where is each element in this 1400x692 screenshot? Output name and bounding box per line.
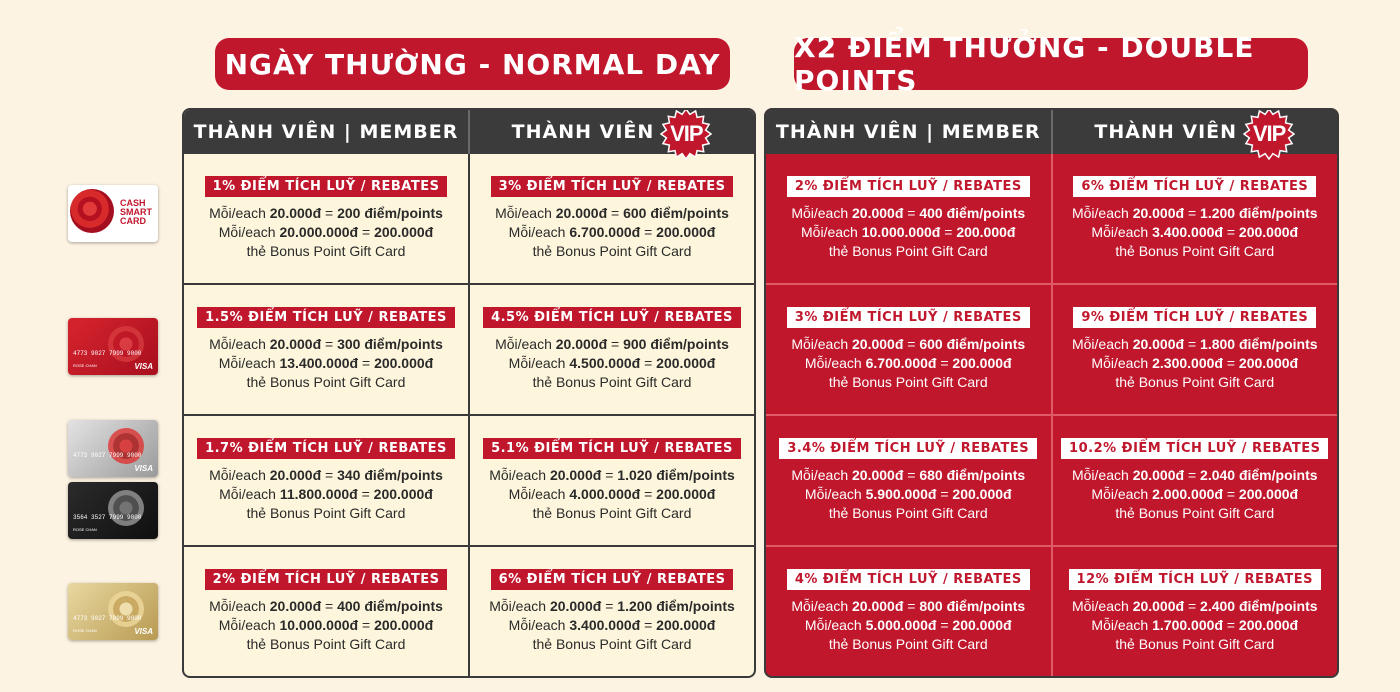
visa-logo: VISA xyxy=(134,464,153,473)
rebate-badge: 3% ĐIỂM TÍCH LUỸ / REBATES xyxy=(787,307,1030,328)
each-label: Mỗi/each xyxy=(1071,467,1133,483)
equals-sign: = xyxy=(903,467,920,483)
spend-amount: 20.000đ xyxy=(852,205,904,221)
each-label: Mỗi/each xyxy=(489,467,550,483)
giftcard-value: 200.000đ xyxy=(374,355,434,371)
giftcard-value: 200.000đ xyxy=(374,224,434,240)
giftcard-value: 200.000đ xyxy=(1238,617,1299,633)
spend-amount: 20.000đ xyxy=(555,205,608,221)
each-label: Mỗi/each xyxy=(791,467,853,483)
equals-sign: = xyxy=(321,336,338,352)
spend-threshold: 2.000.000đ xyxy=(1152,486,1223,502)
equals-sign: = xyxy=(1184,598,1201,614)
giftcard-label: thẻ Bonus Point Gift Card xyxy=(828,243,988,259)
points-line xyxy=(495,335,729,354)
visa-logo: VISA xyxy=(134,627,153,636)
vip-badge-text: VIP xyxy=(670,121,703,146)
each-label: Mỗi/each xyxy=(219,486,280,502)
each-label: Mỗi/each xyxy=(209,598,270,614)
vip-rebate-cell xyxy=(468,547,754,676)
tier-row xyxy=(184,414,754,545)
spend-amount: 20.000đ xyxy=(852,598,904,614)
each-label: Mỗi/each xyxy=(209,467,270,483)
each-label: Mỗi/each xyxy=(508,224,570,240)
each-label: Mỗi/each xyxy=(209,205,270,221)
spend-threshold: 20.000.000đ xyxy=(279,224,359,240)
tier-rows xyxy=(766,154,1337,676)
spend-threshold: 5.900.000đ xyxy=(865,486,937,502)
equals-sign: = xyxy=(607,336,624,352)
member-rebate-cell xyxy=(766,547,1051,676)
rebate-badge: 5.1% ĐIỂM TÍCH LUỸ / REBATES xyxy=(483,438,741,459)
spend-amount: 20.000đ xyxy=(852,467,904,483)
points-amount: 1.200 điểm/points xyxy=(1200,205,1318,221)
spend-amount: 20.000đ xyxy=(269,598,322,614)
rebate-badge: 2% ĐIỂM TÍCH LUỸ / REBATES xyxy=(787,176,1030,197)
equals-sign: = xyxy=(640,486,657,502)
giftcard-line xyxy=(509,616,716,635)
tier-row xyxy=(766,283,1337,414)
card-number: 4773 9027 7999 9000 xyxy=(73,350,142,357)
member-rebate-cell xyxy=(184,547,468,676)
giftcard-label: thẻ Bonus Point Gift Card xyxy=(532,374,692,390)
equals-sign: = xyxy=(607,205,624,221)
equals-sign: = xyxy=(940,224,957,240)
points-line xyxy=(209,335,443,354)
vip-rebate-cell xyxy=(1051,285,1338,414)
equals-sign: = xyxy=(936,355,953,371)
points-line xyxy=(489,466,735,485)
equals-sign: = xyxy=(358,224,375,240)
member-header-label: THÀNH VIÊN | MEMBER xyxy=(775,121,1041,143)
silver-visa-card-image xyxy=(68,420,158,477)
each-label: Mỗi/each xyxy=(1071,205,1133,221)
points-line xyxy=(1072,466,1318,485)
rebate-badge: 6% ĐIỂM TÍCH LUỸ / REBATES xyxy=(1073,176,1316,197)
tier-row xyxy=(184,154,754,283)
card-number: 4773 9027 7999 9000 xyxy=(73,452,142,459)
each-label: Mỗi/each xyxy=(1091,355,1153,371)
normal-day-banner: NGÀY THƯỜNG - NORMAL DAY xyxy=(215,38,730,90)
spend-amount: 20.000đ xyxy=(555,336,608,352)
spend-amount: 20.000đ xyxy=(269,205,322,221)
spend-threshold: 4.500.000đ xyxy=(569,355,641,371)
each-label: Mỗi/each xyxy=(218,355,280,371)
giftcard-label: thẻ Bonus Point Gift Card xyxy=(1115,505,1275,521)
giftcard-label: thẻ Bonus Point Gift Card xyxy=(1115,636,1275,652)
points-amount: 1.800 điểm/points xyxy=(1200,336,1318,352)
tier-row xyxy=(184,545,754,676)
giftcard-line xyxy=(219,616,433,635)
giftcard-label: thẻ Bonus Point Gift Card xyxy=(246,505,406,521)
cash-smart-card-image xyxy=(68,185,158,242)
spend-amount: 20.000đ xyxy=(1132,205,1185,221)
points-amount: 1.020 điểm/points xyxy=(617,467,735,483)
equals-sign: = xyxy=(1184,336,1201,352)
giftcard-label: thẻ Bonus Point Gift Card xyxy=(246,374,406,390)
member-rebate-cell xyxy=(184,416,468,545)
member-column-header xyxy=(184,110,468,154)
equals-sign: = xyxy=(640,224,657,240)
points-amount: 900 điểm/points xyxy=(623,336,729,352)
spend-threshold: 10.000.000đ xyxy=(279,617,359,633)
equals-sign: = xyxy=(936,486,953,502)
equals-sign: = xyxy=(640,355,657,371)
points-line xyxy=(791,335,1025,354)
giftcard-line xyxy=(805,485,1012,504)
vip-header-label: THÀNH VIÊN xyxy=(1094,121,1238,143)
rebate-badge: 9% ĐIỂM TÍCH LUỸ / REBATES xyxy=(1073,307,1316,328)
giftcard-line xyxy=(1091,223,1298,242)
spend-threshold: 3.400.000đ xyxy=(1152,224,1223,240)
each-label: Mỗi/each xyxy=(1071,598,1133,614)
giftcard-label: thẻ Bonus Point Gift Card xyxy=(246,243,406,259)
giftcard-line xyxy=(1091,485,1298,504)
spend-threshold: 6.700.000đ xyxy=(865,355,937,371)
equals-sign: = xyxy=(1222,617,1239,633)
black-jcb-card-image xyxy=(68,482,158,539)
giftcard-value: 200.000đ xyxy=(956,224,1016,240)
rebate-badge: 4% ĐIỂM TÍCH LUỸ / REBATES xyxy=(787,569,1030,590)
tier-rows xyxy=(184,154,754,676)
spend-amount: 20.000đ xyxy=(1132,336,1185,352)
giftcard-line xyxy=(219,223,433,242)
spend-amount: 20.000đ xyxy=(852,336,904,352)
points-amount: 600 điểm/points xyxy=(919,336,1026,352)
points-amount: 300 điểm/points xyxy=(337,336,443,352)
each-label: Mỗi/each xyxy=(791,336,853,352)
each-label: Mỗi/each xyxy=(1091,486,1153,502)
points-amount: 400 điểm/points xyxy=(337,598,443,614)
vip-badge-icon xyxy=(660,108,712,160)
each-label: Mỗi/each xyxy=(508,355,570,371)
giftcard-label: thẻ Bonus Point Gift Card xyxy=(532,636,692,652)
giftcard-value: 200.000đ xyxy=(952,486,1012,502)
giftcard-line xyxy=(1091,354,1298,373)
equals-sign: = xyxy=(357,486,374,502)
giftcard-value: 200.000đ xyxy=(656,355,716,371)
gold-visa-card-image xyxy=(68,583,158,640)
spend-threshold: 6.700.000đ xyxy=(569,224,641,240)
table-header xyxy=(766,110,1337,154)
giftcard-label: thẻ Bonus Point Gift Card xyxy=(1115,374,1275,390)
each-label: Mỗi/each xyxy=(508,617,570,633)
points-amount: 1.200 điểm/points xyxy=(617,598,735,614)
member-rebate-cell xyxy=(766,154,1051,283)
vip-header-label: THÀNH VIÊN xyxy=(511,121,655,143)
member-rebate-cell xyxy=(766,416,1051,545)
points-line xyxy=(1072,597,1318,616)
spend-threshold: 13.400.000đ xyxy=(279,355,359,371)
spend-threshold: 10.000.000đ xyxy=(861,224,941,240)
member-rebate-cell xyxy=(766,285,1051,414)
each-label: Mỗi/each xyxy=(495,336,556,352)
tier-row xyxy=(766,154,1337,283)
each-label: Mỗi/each xyxy=(804,486,866,502)
giftcard-label: thẻ Bonus Point Gift Card xyxy=(828,636,988,652)
vip-rebate-cell xyxy=(468,154,754,283)
each-label: Mỗi/each xyxy=(1071,336,1133,352)
vip-rebate-cell xyxy=(1051,154,1338,283)
spend-threshold: 5.000.000đ xyxy=(865,617,937,633)
spend-threshold: 11.800.000đ xyxy=(279,486,358,502)
each-label: Mỗi/each xyxy=(218,224,280,240)
double-points-table xyxy=(764,108,1339,678)
vip-rebate-cell xyxy=(468,285,754,414)
equals-sign: = xyxy=(321,205,338,221)
points-amount: 2.400 điểm/points xyxy=(1200,598,1318,614)
points-amount: 680 điểm/points xyxy=(919,467,1026,483)
vip-column-header xyxy=(1051,110,1338,154)
tier-row xyxy=(766,414,1337,545)
rebate-badge: 3% ĐIỂM TÍCH LUỸ / REBATES xyxy=(491,176,734,197)
giftcard-value: 200.000đ xyxy=(1238,486,1299,502)
rebate-badge: 1% ĐIỂM TÍCH LUỸ / REBATES xyxy=(205,176,448,197)
equals-sign: = xyxy=(1222,486,1239,502)
giftcard-line xyxy=(219,354,433,373)
points-line xyxy=(1072,335,1318,354)
giftcard-value: 200.000đ xyxy=(656,224,716,240)
vip-column-header xyxy=(468,110,754,154)
giftcard-value: 200.000đ xyxy=(656,617,716,633)
rose-graphic xyxy=(70,189,114,233)
giftcard-label: thẻ Bonus Point Gift Card xyxy=(1115,243,1275,259)
each-label: Mỗi/each xyxy=(804,617,866,633)
equals-sign: = xyxy=(321,467,338,483)
giftcard-label: thẻ Bonus Point Gift Card xyxy=(246,636,406,652)
equals-sign: = xyxy=(1222,355,1239,371)
each-label: Mỗi/each xyxy=(791,205,853,221)
rebate-badge: 4.5% ĐIỂM TÍCH LUỸ / REBATES xyxy=(483,307,741,328)
rebate-badge: 3.4% ĐIỂM TÍCH LUỸ / REBATES xyxy=(779,438,1037,459)
spend-amount: 20.000đ xyxy=(269,467,322,483)
equals-sign: = xyxy=(358,617,375,633)
giftcard-value: 200.000đ xyxy=(952,617,1012,633)
spend-amount: 20.000đ xyxy=(269,336,322,352)
rebate-badge: 10.2% ĐIỂM TÍCH LUỸ / REBATES xyxy=(1061,438,1328,459)
rebate-badge: 1.5% ĐIỂM TÍCH LUỸ / REBATES xyxy=(197,307,455,328)
giftcard-value: 200.000đ xyxy=(656,486,716,502)
equals-sign: = xyxy=(601,467,618,483)
spend-threshold: 4.000.000đ xyxy=(569,486,641,502)
equals-sign: = xyxy=(903,598,920,614)
table-header xyxy=(184,110,754,154)
spend-amount: 20.000đ xyxy=(549,598,602,614)
double-points-banner: X2 ĐIỂM THƯỞNG - DOUBLE POINTS xyxy=(794,38,1308,90)
each-label: Mỗi/each xyxy=(218,617,280,633)
spend-threshold: 2.300.000đ xyxy=(1152,355,1223,371)
points-line xyxy=(791,204,1025,223)
points-line xyxy=(791,597,1025,616)
giftcard-value: 200.000đ xyxy=(1238,355,1299,371)
equals-sign: = xyxy=(640,617,657,633)
card-holder: ROSE CHAN xyxy=(73,363,97,368)
member-rebate-cell xyxy=(184,154,468,283)
spend-amount: 20.000đ xyxy=(549,467,602,483)
giftcard-label: thẻ Bonus Point Gift Card xyxy=(532,505,692,521)
card-number: 4773 9027 7999 9000 xyxy=(73,615,142,622)
each-label: Mỗi/each xyxy=(489,598,550,614)
vip-rebate-cell xyxy=(1051,416,1338,545)
rebate-badge: 1.7% ĐIỂM TÍCH LUỸ / REBATES xyxy=(197,438,455,459)
visa-logo: VISA xyxy=(134,362,153,371)
points-amount: 200 điểm/points xyxy=(337,205,443,221)
equals-sign: = xyxy=(903,205,920,221)
member-header-label: THÀNH VIÊN | MEMBER xyxy=(193,121,459,143)
each-label: Mỗi/each xyxy=(1091,617,1153,633)
giftcard-line xyxy=(805,354,1012,373)
giftcard-label: thẻ Bonus Point Gift Card xyxy=(828,374,988,390)
spend-amount: 20.000đ xyxy=(1132,467,1185,483)
giftcard-line xyxy=(801,223,1015,242)
giftcard-line xyxy=(509,223,716,242)
giftcard-value: 200.000đ xyxy=(374,617,434,633)
giftcard-label: thẻ Bonus Point Gift Card xyxy=(828,505,988,521)
each-label: Mỗi/each xyxy=(801,224,862,240)
spend-threshold: 1.700.000đ xyxy=(1152,617,1223,633)
equals-sign: = xyxy=(1184,467,1201,483)
points-amount: 800 điểm/points xyxy=(919,598,1026,614)
card-holder: ROSE CHAN xyxy=(73,527,97,532)
cash-smart-card-label: CASH SMART CARD xyxy=(120,198,152,226)
normal-day-table xyxy=(182,108,756,678)
giftcard-line xyxy=(805,616,1012,635)
each-label: Mỗi/each xyxy=(495,205,556,221)
each-label: Mỗi/each xyxy=(209,336,270,352)
points-line xyxy=(209,204,443,223)
equals-sign: = xyxy=(601,598,618,614)
tier-row xyxy=(184,283,754,414)
each-label: Mỗi/each xyxy=(508,486,570,502)
points-line xyxy=(209,597,443,616)
points-line xyxy=(209,466,443,485)
equals-sign: = xyxy=(358,355,375,371)
points-amount: 600 điểm/points xyxy=(623,205,729,221)
giftcard-line xyxy=(509,354,716,373)
points-line xyxy=(495,204,729,223)
spend-threshold: 3.400.000đ xyxy=(569,617,641,633)
each-label: Mỗi/each xyxy=(1091,224,1153,240)
points-amount: 2.040 điểm/points xyxy=(1200,467,1318,483)
rebate-badge: 6% ĐIỂM TÍCH LUỸ / REBATES xyxy=(491,569,734,590)
rebate-badge: 2% ĐIỂM TÍCH LUỸ / REBATES xyxy=(205,569,448,590)
giftcard-label: thẻ Bonus Point Gift Card xyxy=(532,243,692,259)
vip-rebate-cell xyxy=(1051,547,1338,676)
each-label: Mỗi/each xyxy=(804,355,866,371)
card-holder: ROSE CHAN xyxy=(73,628,97,633)
giftcard-line xyxy=(1091,616,1298,635)
member-column-header xyxy=(766,110,1051,154)
tier-row xyxy=(766,545,1337,676)
giftcard-value: 200.000đ xyxy=(373,486,433,502)
red-visa-card-image xyxy=(68,318,158,375)
equals-sign: = xyxy=(1222,224,1239,240)
equals-sign: = xyxy=(321,598,338,614)
giftcard-value: 200.000đ xyxy=(1238,224,1299,240)
giftcard-line xyxy=(509,485,716,504)
equals-sign: = xyxy=(936,617,953,633)
points-amount: 340 điểm/points xyxy=(337,467,443,483)
points-line xyxy=(791,466,1025,485)
giftcard-value: 200.000đ xyxy=(952,355,1012,371)
rebate-badge: 12% ĐIỂM TÍCH LUỸ / REBATES xyxy=(1069,569,1321,590)
vip-badge-text: VIP xyxy=(1252,121,1286,146)
vip-badge-icon xyxy=(1243,108,1295,160)
card-number: 3564 3527 7999 9000 xyxy=(73,514,142,521)
points-amount: 400 điểm/points xyxy=(919,205,1026,221)
equals-sign: = xyxy=(903,336,920,352)
points-line xyxy=(1072,204,1318,223)
equals-sign: = xyxy=(1184,205,1201,221)
vip-rebate-cell xyxy=(468,416,754,545)
spend-amount: 20.000đ xyxy=(1132,598,1185,614)
member-rebate-cell xyxy=(184,285,468,414)
points-line xyxy=(489,597,735,616)
each-label: Mỗi/each xyxy=(791,598,853,614)
giftcard-line xyxy=(219,485,433,504)
